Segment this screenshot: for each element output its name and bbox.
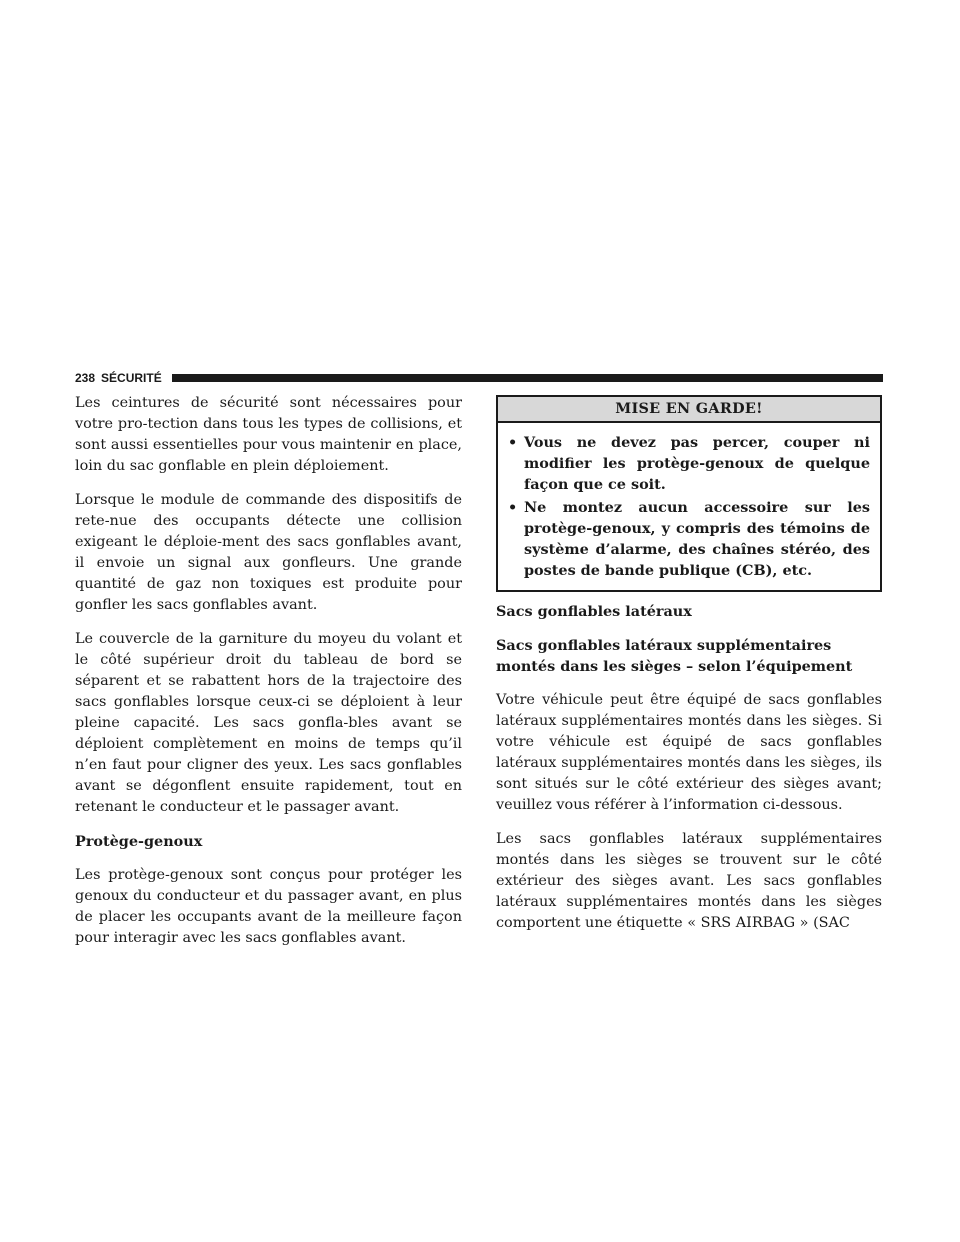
heading-side-airbags: Sacs gonflables latéraux (496, 603, 692, 620)
warning-item (508, 497, 870, 581)
paragraph-seat-airbags-intro: Votre véhicule peut être équipé de sacs gonflables latéraux supplémentaires montés dans les sièges. Si votre véhicule est équipé de sacs gonflables latéraux supplémentaires montés dans les sièges, ils sont situés sur le côté extérieur des sièges avant; veuillez vous référer à l’information ci-dessous. (496, 692, 882, 813)
warning-item-text: Ne montez aucun accessoire sur les protège-genoux, y compris des témoins de système d’alarme, des chaînes stéréo, des postes de bande publique (CB), etc. (524, 499, 870, 579)
warning-item-text: Vous ne devez pas percer, couper ni modifier les protège-genoux de quelque façon que ce soit. (524, 434, 870, 493)
paragraph-seatbelts: Les ceintures de sécurité sont nécessaires pour votre pro-tection dans tous les types de collisions, et sont aussi essentielles pour vous maintenir en place, loin du sac gonflable en plein déploiement. (75, 395, 462, 474)
paragraph-cover-deploy: Le couvercle de la garniture du moyeu du volant et le côté supérieur droit du tableau de bord se séparent et se rabattent hors de la trajectoire des sacs gonflables lorsque ceux-ci se déploient à leur pleine capacité. Les sacs gonfla-bles avant se déploient complètement en moins de temps qu’il n’en faut pour cligner des yeux. Les sacs gonflables avant se dégonflent ensuite rapidement, tout en retenant le conducteur et le passager avant. (75, 631, 462, 815)
bullet-icon: • (508, 434, 518, 451)
page-number: 238 (75, 371, 96, 385)
warning-box (496, 395, 882, 592)
header-rule (172, 374, 883, 382)
paragraph-seat-airbags-location: Les sacs gonflables latéraux supplémentaires montés dans les sièges se trouvent sur le côté extérieur des sièges avant. Les sacs gonflables latéraux supplémentaires montés dans les sièges comportent une étiquette « SRS AIRBAG » (SAC (496, 831, 882, 931)
section-title: SÉCURITÉ (101, 371, 162, 385)
heading-knee-bolsters: Protège-genoux (75, 833, 203, 850)
warning-title: MISE EN GARDE! (498, 397, 880, 423)
warning-list (498, 423, 880, 590)
paragraph-knee-bolsters: Les protège-genoux sont conçus pour protéger les genoux du conducteur et du passager avant, en plus de placer les occupants avant de la meilleure façon pour interagir avec les sacs gonflables avant. (75, 867, 462, 946)
left-column (75, 393, 462, 962)
right-column (496, 393, 882, 947)
paragraph-control-module: Lorsque le module de commande des dispositifs de rete-nue des occupants détecte une collision exigeant le déploie-ment des sacs gonflables avant, il envoie un signal aux gonfleurs. Une grande quantité de gaz non toxiques est produite pour gonfler les sacs gonflables avant. (75, 492, 462, 613)
bullet-icon: • (508, 499, 518, 516)
heading-seat-mounted-airbags: Sacs gonflables latéraux supplémentaires montés dans les sièges – selon l’équipement (496, 637, 853, 675)
warning-item (508, 432, 870, 495)
page-header (75, 370, 883, 386)
